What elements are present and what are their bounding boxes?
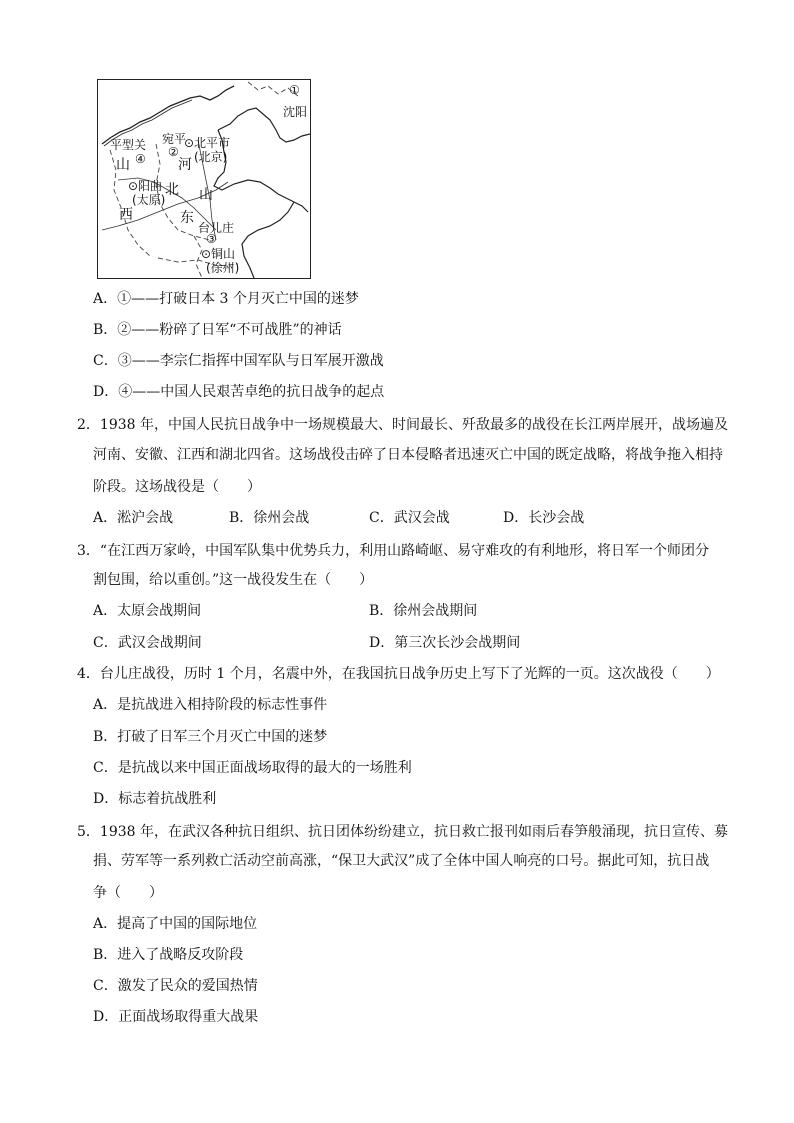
q5-stem-line1: 5．1938 年，在武汉各种抗日组织、抗日团体纷纷建立，抗日救亡报刊如雨后春笋般涌现，抗日宣传、募	[77, 824, 728, 840]
xuzhou-label: (徐州)	[206, 261, 240, 275]
q5-option-a: A．提高了中国的国际地位	[93, 916, 258, 932]
q3-option-a: A．太原会战期间	[93, 603, 202, 619]
q3-option-b: B．徐州会战期间	[369, 603, 478, 619]
taierzhuang-label: 台儿庄	[198, 221, 235, 235]
q3-option-d: D．第三次长沙会战期间	[369, 635, 521, 651]
battle-map	[97, 79, 311, 279]
q2-option-c: C．武汉会战	[369, 510, 450, 526]
q5-option-c: C．激发了民众的爱国热情	[93, 978, 258, 994]
q1-option-a: A．①——打破日本 3 个月灭亡中国的迷梦	[93, 291, 359, 307]
q2-stem-line3: 阶段。这场战役是（ ）	[93, 479, 261, 495]
q2-option-a: A．淞沪会战	[93, 510, 174, 526]
marker-1: ①	[289, 83, 300, 97]
q5-stem-line2: 捐、劳军等一系列救亡活动空前高涨，“保卫大武汉”成了全体中国人响亮的口号。据此可知，抗日战	[93, 853, 710, 869]
q1-option-b: B．②——粉碎了日军“不可战胜”的神话	[93, 322, 342, 338]
q5-stem-line3: 争（ ）	[93, 885, 163, 901]
q4-option-b: B．打破了日军三个月灭亡中国的迷梦	[93, 729, 328, 745]
q2-stem-line1: 2．1938 年，中国人民抗日战争中一场规模最大、时间最长、歼敌最多的战役在长江两岸展开，战场遍及	[77, 417, 728, 433]
beijing-label: (北京)	[194, 150, 228, 164]
taiyuan-label: (太原)	[132, 193, 166, 207]
q1-option-c: C．③——李宗仁指挥中国军队与日军展开激战	[93, 353, 384, 369]
beiping-label: ⊙北平市	[184, 136, 231, 150]
q2-option-d: D．长沙会战	[503, 510, 585, 526]
q3-stem-line1: 3．“在江西万家岭，中国军队集中优势兵力，利用山路崎岖、易守难攻的有利地形，将日军一个师团分	[77, 543, 710, 559]
shandong-char-dong: 东	[180, 210, 194, 226]
q4-stem-line1: 4．台儿庄战役，历时 1 个月，名震中外，在我国抗日战争历史上写下了光辉的一页。这次战役（ ）	[77, 666, 720, 682]
q5-option-b: B．进入了战略反攻阶段	[93, 947, 244, 963]
yangqu-label: ⊙阳曲	[128, 179, 163, 193]
wanping-label: 宛平	[162, 132, 187, 146]
hebei-char-he: 河	[178, 157, 192, 173]
q2-option-b: B．徐州会战	[229, 510, 310, 526]
q3-option-c: C．武汉会战期间	[93, 635, 202, 651]
q4-option-a: A．是抗战进入相持阶段的标志性事件	[93, 697, 328, 713]
shanxi-char-xi: 西	[119, 207, 133, 223]
q2-stem-line2: 河南、安徽、江西和湖北四省。这场战役击碎了日本侵略者迅速灭亡中国的既定战略，将战争拖入相持	[93, 447, 723, 463]
q4-option-c: C．是抗战以来中国正面战场取得的最大的一场胜利	[93, 760, 412, 776]
shanxi-char-1: 山	[116, 157, 130, 173]
tongshan-label: ⊙铜山	[201, 247, 236, 261]
pingxingguan-label: 平型关	[110, 138, 147, 152]
q3-stem-line2: 割包围，给以重创。”这一战役发生在（ ）	[93, 572, 374, 588]
hebei-char-bei: 北	[165, 182, 179, 198]
q1-option-d: D．④——中国人民艰苦卓绝的抗日战争的起点	[93, 384, 385, 400]
shandong-char-shan: 山	[199, 187, 213, 203]
marker-4: ④	[135, 152, 146, 166]
q5-option-d: D．正面战场取得重大战果	[93, 1009, 259, 1025]
marker-3: ③	[206, 232, 217, 246]
shenyang-label: 沈阳	[283, 105, 308, 119]
marker-2: ②	[168, 145, 179, 159]
q4-option-d: D．标志着抗战胜利	[93, 791, 217, 807]
